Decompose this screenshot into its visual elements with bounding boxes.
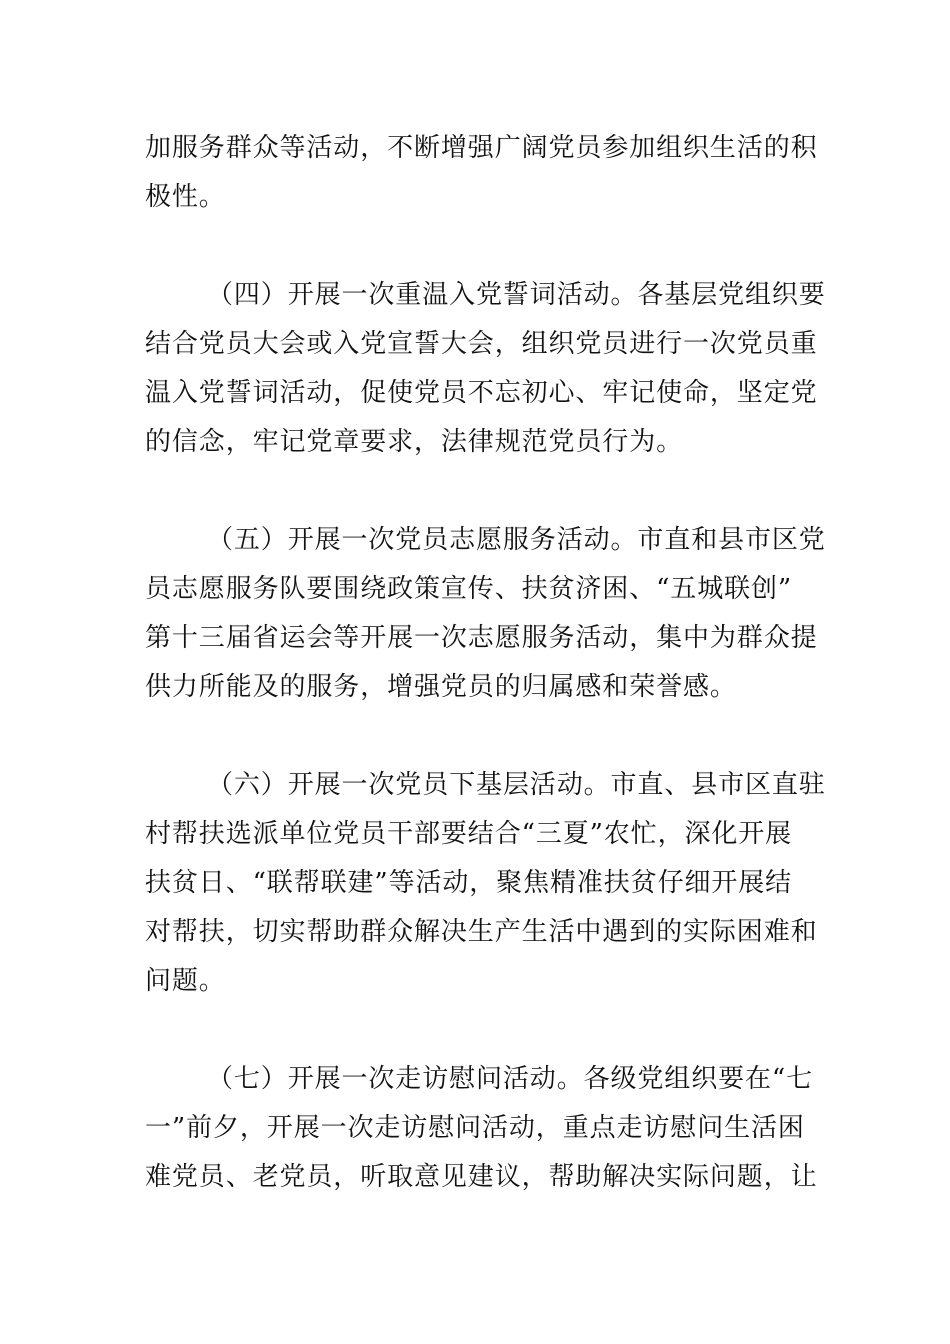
paragraph-3 [145, 516, 826, 712]
text-line: （五）开展一次党员志愿服务活动。市直和县市区党 [207, 525, 826, 555]
document-body [145, 124, 826, 1202]
text-line: 一”前夕，开展一次走访慰问活动，重点走访慰问生活困 [145, 1113, 805, 1143]
text-line: 第十三届省运会等开展一次志愿服务活动，集中为群众提 [145, 623, 818, 653]
text-line: （六）开展一次党员下基层活动。市直、县市区直驻 [207, 770, 826, 800]
text-line: 的信念，牢记党章要求，法律规范党员行为。 [145, 427, 684, 457]
text-line: 扶贫日、“联帮联建”等活动，聚焦精准扶贫仔细开展结 [145, 868, 793, 898]
paragraph-4 [145, 761, 826, 1006]
text-line: （七）开展一次走访慰问活动。各级党组织要在“七 [207, 1064, 813, 1094]
text-line: 对帮扶，切实帮助群众解决生产生活中遇到的实际困难和 [145, 917, 818, 947]
paragraph-1 [145, 124, 818, 222]
text-line: 村帮扶选派单位党员干部要结合“三夏”农忙，深化开展 [145, 819, 793, 849]
paragraph-5 [145, 1055, 818, 1202]
text-line: 员志愿服务队要围绕政策宣传、扶贫济困、“五城联创” [145, 574, 793, 604]
text-line: 结合党员大会或入党宣誓大会，组织党员进行一次党员重 [145, 329, 818, 359]
text-line: （四）开展一次重温入党誓词活动。各基层党组织要 [207, 280, 826, 310]
paragraph-2 [145, 271, 826, 467]
text-line: 难党员、老党员，听取意见建议，帮助解决实际问题，让 [145, 1162, 818, 1192]
text-line: 温入党誓词活动，促使党员不忘初心、牢记使命，坚定党 [145, 378, 818, 408]
text-line: 供力所能及的服务，增强党员的归属感和荣誉感。 [145, 672, 737, 702]
text-line: 加服务群众等活动，不断增强广阔党员参加组织生活的积 [145, 133, 818, 163]
text-line: 问题。 [145, 966, 226, 996]
text-line: 极性。 [145, 182, 226, 212]
